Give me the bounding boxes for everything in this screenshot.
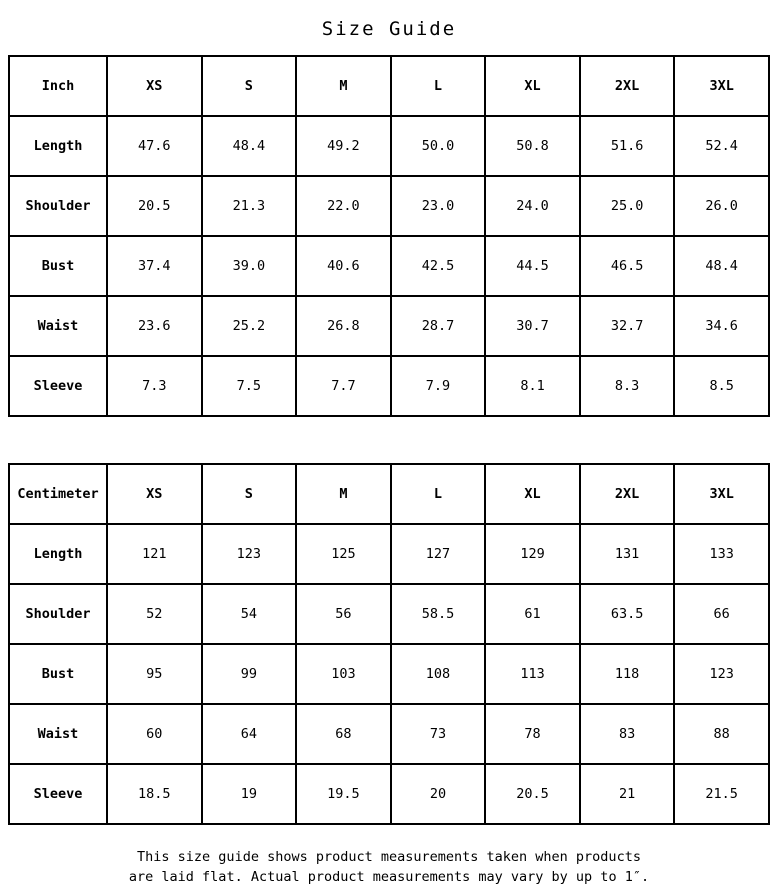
footnote-line-2: are laid flat. Actual product measurements may vary by up to 1″.	[128, 869, 650, 885]
cell-value: 113	[485, 644, 580, 704]
cell-value: 7.3	[107, 356, 202, 416]
table-row	[9, 296, 769, 356]
cell-value: 7.7	[296, 356, 391, 416]
cell-value: 7.9	[391, 356, 486, 416]
cell-value: 125	[296, 524, 391, 584]
size-header-l: L	[391, 464, 486, 524]
measure-label-waist: Waist	[9, 296, 107, 356]
size-header-s: S	[202, 464, 297, 524]
table-row	[9, 116, 769, 176]
cell-value: 50.8	[485, 116, 580, 176]
cell-value: 95	[107, 644, 202, 704]
measure-label-waist: Waist	[9, 704, 107, 764]
page-title: Size Guide	[321, 18, 457, 40]
centimeter-size-table	[8, 463, 770, 825]
cell-value: 49.2	[296, 116, 391, 176]
cell-value: 131	[580, 524, 675, 584]
cell-value: 73	[391, 704, 486, 764]
size-header-m: M	[296, 56, 391, 116]
cell-value: 66	[674, 584, 769, 644]
cell-value: 108	[391, 644, 486, 704]
footnote	[0, 847, 778, 887]
cell-value: 30.7	[485, 296, 580, 356]
cell-value: 60	[107, 704, 202, 764]
size-header-xl: XL	[485, 56, 580, 116]
size-header-m: M	[296, 464, 391, 524]
size-header-xl: XL	[485, 464, 580, 524]
cell-value: 20.5	[107, 176, 202, 236]
table-row	[9, 644, 769, 704]
cell-value: 127	[391, 524, 486, 584]
cell-value: 61	[485, 584, 580, 644]
cell-value: 42.5	[391, 236, 486, 296]
cell-value: 40.6	[296, 236, 391, 296]
cell-value: 47.6	[107, 116, 202, 176]
footnote-line-1: This size guide shows product measurements taken when products	[137, 849, 641, 865]
cell-value: 37.4	[107, 236, 202, 296]
table-row	[9, 764, 769, 824]
cell-value: 25.0	[580, 176, 675, 236]
cell-value: 123	[674, 644, 769, 704]
cell-value: 52	[107, 584, 202, 644]
cell-value: 25.2	[202, 296, 297, 356]
measure-label-length: Length	[9, 524, 107, 584]
cell-value: 26.8	[296, 296, 391, 356]
cell-value: 32.7	[580, 296, 675, 356]
cell-value: 19	[202, 764, 297, 824]
cell-value: 44.5	[485, 236, 580, 296]
measure-label-sleeve: Sleeve	[9, 356, 107, 416]
cell-value: 21.3	[202, 176, 297, 236]
cell-value: 118	[580, 644, 675, 704]
cell-value: 34.6	[674, 296, 769, 356]
cell-value: 48.4	[202, 116, 297, 176]
cell-value: 88	[674, 704, 769, 764]
inch-size-table	[8, 55, 770, 417]
size-header-2xl: 2XL	[580, 56, 675, 116]
table-row	[9, 584, 769, 644]
cell-value: 22.0	[296, 176, 391, 236]
measure-label-shoulder: Shoulder	[9, 176, 107, 236]
table-row	[9, 236, 769, 296]
cell-value: 24.0	[485, 176, 580, 236]
size-header-s: S	[202, 56, 297, 116]
table-row	[9, 176, 769, 236]
cell-value: 46.5	[580, 236, 675, 296]
table-spacer	[0, 417, 778, 463]
unit-label-inch: Inch	[9, 56, 107, 116]
cell-value: 54	[202, 584, 297, 644]
table-header-row	[9, 464, 769, 524]
unit-label-centimeter: Centimeter	[9, 464, 107, 524]
size-header-3xl: 3XL	[674, 56, 769, 116]
size-header-xs: XS	[107, 464, 202, 524]
size-header-xs: XS	[107, 56, 202, 116]
cell-value: 78	[485, 704, 580, 764]
cell-value: 50.0	[391, 116, 486, 176]
measure-label-bust: Bust	[9, 644, 107, 704]
cell-value: 51.6	[580, 116, 675, 176]
cell-value: 23.6	[107, 296, 202, 356]
cell-value: 129	[485, 524, 580, 584]
cell-value: 48.4	[674, 236, 769, 296]
cell-value: 21.5	[674, 764, 769, 824]
size-header-2xl: 2XL	[580, 464, 675, 524]
cell-value: 18.5	[107, 764, 202, 824]
table-row	[9, 524, 769, 584]
cell-value: 133	[674, 524, 769, 584]
cell-value: 20	[391, 764, 486, 824]
cell-value: 19.5	[296, 764, 391, 824]
table-row	[9, 356, 769, 416]
cell-value: 58.5	[391, 584, 486, 644]
measure-label-bust: Bust	[9, 236, 107, 296]
table-row	[9, 704, 769, 764]
cell-value: 23.0	[391, 176, 486, 236]
cell-value: 26.0	[674, 176, 769, 236]
measure-label-length: Length	[9, 116, 107, 176]
cell-value: 7.5	[202, 356, 297, 416]
size-header-l: L	[391, 56, 486, 116]
cell-value: 8.3	[580, 356, 675, 416]
measure-label-sleeve: Sleeve	[9, 764, 107, 824]
cell-value: 8.1	[485, 356, 580, 416]
cell-value: 68	[296, 704, 391, 764]
cell-value: 52.4	[674, 116, 769, 176]
cell-value: 8.5	[674, 356, 769, 416]
cell-value: 21	[580, 764, 675, 824]
table-header-row	[9, 56, 769, 116]
cell-value: 63.5	[580, 584, 675, 644]
cell-value: 121	[107, 524, 202, 584]
cell-value: 103	[296, 644, 391, 704]
cell-value: 20.5	[485, 764, 580, 824]
measure-label-shoulder: Shoulder	[9, 584, 107, 644]
cell-value: 83	[580, 704, 675, 764]
cell-value: 99	[202, 644, 297, 704]
cell-value: 28.7	[391, 296, 486, 356]
cell-value: 39.0	[202, 236, 297, 296]
cell-value: 64	[202, 704, 297, 764]
cell-value: 56	[296, 584, 391, 644]
cell-value: 123	[202, 524, 297, 584]
size-header-3xl: 3XL	[674, 464, 769, 524]
